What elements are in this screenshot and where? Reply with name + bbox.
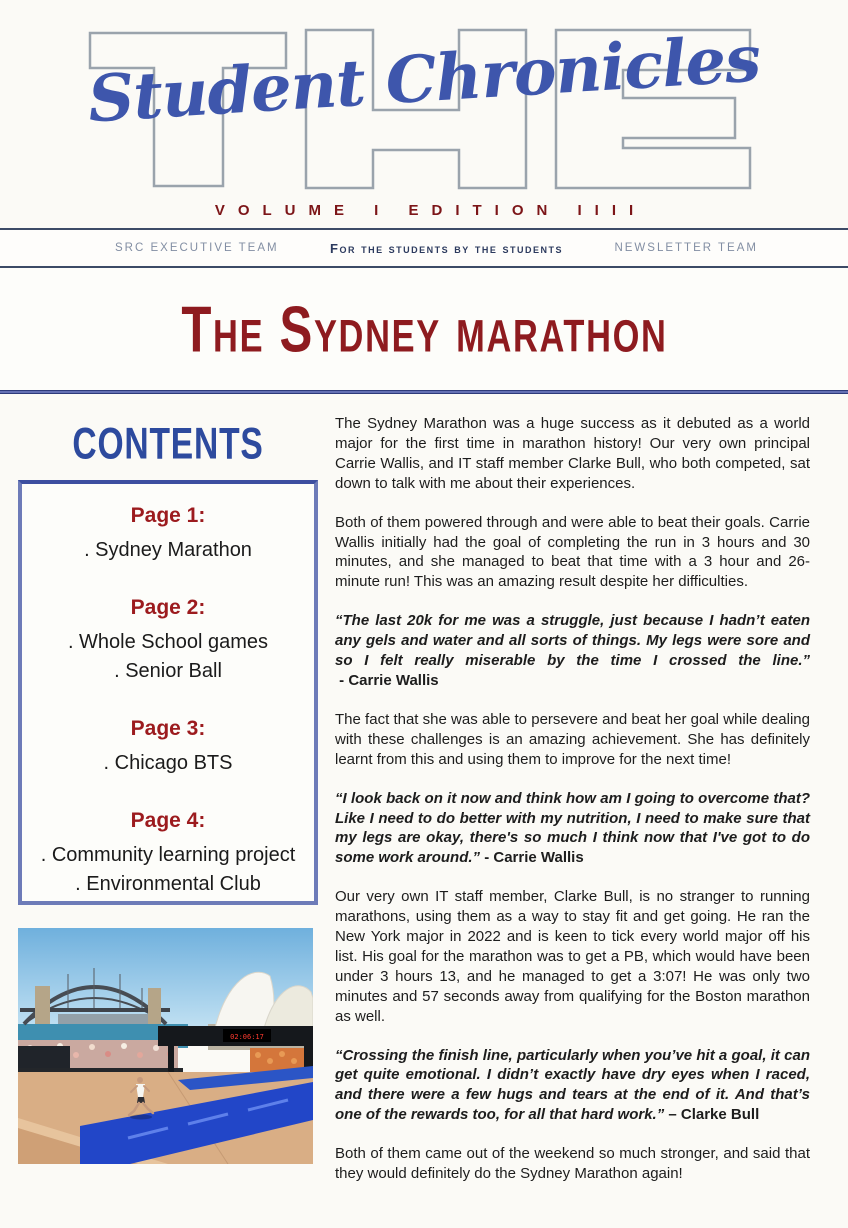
toc-item[interactable]: . Environmental Club: [75, 873, 261, 895]
article-title: The Sydney marathon: [180, 292, 668, 366]
toc-group-page3: [22, 717, 314, 778]
toc-page-label: Page 3:: [130, 717, 206, 740]
credit-src-executive-team: SRC EXECUTIVE TEAM: [115, 242, 279, 254]
marathon-photo: [18, 928, 313, 1164]
newsletter-script-title: Student Chronicles: [85, 21, 763, 138]
article-paragraph: The Sydney Marathon was a huge success as it debuted as a world major for the first time in marathon history! Our very own principal Carrie Wallis, and IT staff member Clarke Bull, who both competed, sat down to talk with me about their experiences.: [335, 415, 810, 492]
finish-clock: 02:06:17: [230, 1033, 264, 1041]
volume-edition-line: VOLUME I EDITION IIII: [214, 202, 647, 219]
pull-quote-carrie-2: [335, 789, 810, 869]
pull-quote-carrie-1: [335, 611, 810, 691]
toc-group-page4: [22, 809, 314, 899]
toc-group-page1: [22, 504, 314, 565]
toc-item[interactable]: . Whole School games: [67, 631, 269, 653]
article-paragraph: Both of them came out of the weekend so much stronger, and said that they would definitely do the Sydney Marathon again!: [335, 1145, 810, 1183]
article-body: [335, 414, 812, 1203]
toc-page-label: Page 4:: [130, 809, 206, 832]
article-paragraph: Our very own IT staff member, Clarke Bull, is no stranger to running marathons, using them as a way to stay fit and get going. He ran the New York major in 2022 and is keen to tick every world major off his list. His goal for the marathon was to get a PB, which would have been under 3 hours 13, and he managed to get a 3:07! He was only two minutes and 57 seconds away from qualifying for the Boston marathon as well.: [335, 888, 810, 1025]
article-paragraph: The fact that she was able to persevere and beat her goal while dealing with these challenges is an amazing achievement. She has definitely learnt from this and using them to improve for the next time!: [335, 710, 810, 768]
quote-attribution: – Clarke Bull: [664, 1106, 760, 1124]
contents-heading: CONTENTS: [72, 418, 264, 469]
article-paragraph: Both of them powered through and were able to beat their goals. Carrie Wallis initially had the goal of completing the run in 3 hours and 30 minutes, and she managed to beat that time with a 3 hour and 26-minute run! This was an amazing result despite her difficulties.: [335, 513, 810, 591]
newsletter-page: [0, 21, 848, 1228]
credit-newsletter-team: NEWSLETTER TEAM: [614, 242, 758, 254]
quote-text: “I look back on it now and think how am I going to overcome that? Like I need to do better with my nutrition, I need to make sure that my legs are okay, there's so much I think now that I've got to do some work around.”: [335, 789, 810, 867]
left-column: [18, 414, 318, 1203]
quote-text: “Crossing the finish line, particularly when you’ve hit a goal, it can get quite emotional. I didn’t exactly have dry eyes when I raced, and there were a few hugs and tears at the end of it. And that’s one of the rewards too, for all that hard work.”: [335, 1046, 810, 1124]
toc-item[interactable]: . Community learning project: [40, 844, 296, 866]
toc-group-page2: [22, 596, 314, 686]
quote-attribution: - Carrie Wallis: [480, 849, 584, 867]
toc-item[interactable]: . Sydney Marathon: [84, 539, 252, 561]
masthead: [0, 21, 848, 190]
marathon-photo-illustration: [18, 928, 313, 1164]
credit-band: [0, 228, 848, 268]
quote-text: “The last 20k for me was a struggle, just because I hadn’t eaten any gels and water and all sorts of things. My legs were sore and so I felt really miserable by the time I crossed the line.”: [335, 612, 810, 670]
pull-quote-clarke: [335, 1046, 810, 1126]
toc-item[interactable]: . Senior Ball: [114, 660, 222, 682]
credit-motto: For the students by the students: [330, 240, 564, 256]
toc-page-label: Page 2:: [130, 596, 206, 619]
main-content: [0, 394, 848, 1203]
article-title-section: [0, 268, 848, 390]
contents-box: [18, 480, 318, 905]
quote-attribution: - Carrie Wallis: [335, 671, 439, 689]
toc-page-label: Page 1:: [130, 504, 206, 527]
toc-item[interactable]: . Chicago BTS: [103, 752, 233, 774]
